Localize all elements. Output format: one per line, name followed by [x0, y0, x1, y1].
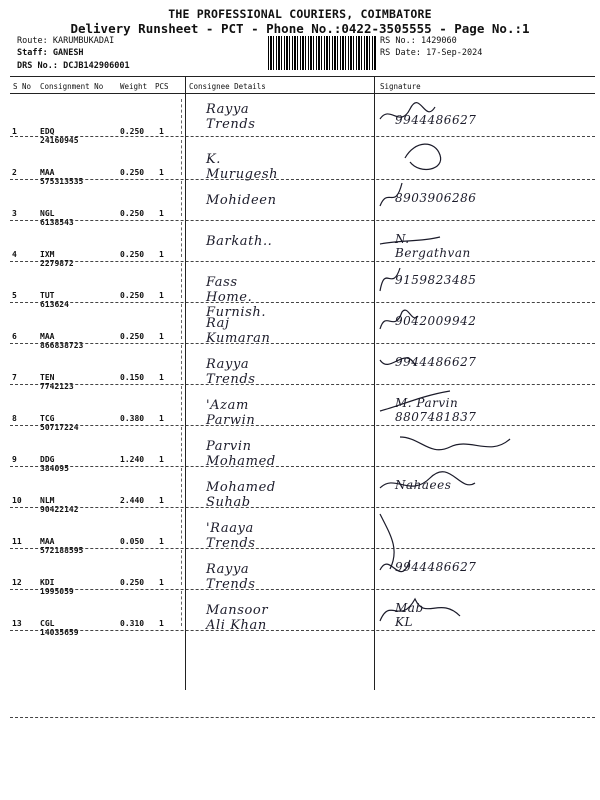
- row-consignment: TEN 7742123: [40, 373, 74, 391]
- staff-label: Staff:: [17, 48, 48, 58]
- row-consignee: 'Raaya Trends: [206, 521, 256, 551]
- pcs-divider: [181, 386, 182, 421]
- row-signature: 8903906286: [395, 191, 477, 205]
- signature-scribble: [380, 509, 500, 549]
- signature-scribble: [380, 99, 500, 139]
- row-separator: [10, 507, 595, 508]
- row-signature: Nahaees: [395, 478, 452, 492]
- col-consignee: Consignee Details: [189, 82, 266, 91]
- row-pcs: 1: [159, 619, 164, 628]
- row-weight: 0.380: [120, 414, 145, 423]
- route-line: [17, 36, 114, 46]
- row-weight: 0.250: [120, 291, 145, 300]
- row-separator: [10, 630, 595, 631]
- signature-divider: [374, 76, 375, 690]
- row-weight: 0.250: [120, 250, 145, 259]
- row-sno: 4: [12, 250, 17, 259]
- row-pcs: 1: [159, 127, 164, 136]
- row-weight: 0.250: [120, 578, 145, 587]
- drs-line: [17, 61, 130, 71]
- col-sno: S No: [13, 82, 32, 91]
- signature-scribble: [380, 263, 500, 303]
- rs-no-value: 1429060: [420, 36, 457, 46]
- row-signature: N. Bergathvan: [395, 232, 471, 260]
- barcode-image: [268, 36, 376, 70]
- pcs-divider: [181, 263, 182, 298]
- pcs-divider: [181, 345, 182, 380]
- row-weight: 0.250: [120, 332, 145, 341]
- row-consignee: Rayya Trends: [206, 562, 256, 592]
- signature-scribble: [380, 222, 500, 262]
- company-title: THE PROFESSIONAL COURIERS, COIMBATORE: [168, 7, 432, 21]
- pcs-divider: [181, 222, 182, 257]
- row-pcs: 1: [159, 414, 164, 423]
- pcs-divider: [181, 181, 182, 216]
- row-pcs: 1: [159, 250, 164, 259]
- row-consignment: NLM 90422142: [40, 496, 79, 514]
- row-consignment: TUT 613624: [40, 291, 69, 309]
- row-weight: 0.250: [120, 127, 145, 136]
- row-consignment: MAA 575313535: [40, 168, 84, 186]
- row-consignment: MAA 572188595: [40, 537, 84, 555]
- row-weight: 0.050: [120, 537, 145, 546]
- row-pcs: 1: [159, 373, 164, 382]
- row-sno: 10: [12, 496, 22, 505]
- row-weight: 2.440: [120, 496, 145, 505]
- row-consignment: TCG 50717224: [40, 414, 79, 432]
- row-signature: 9944486627: [395, 113, 477, 127]
- col-pcs: PCS: [155, 82, 169, 91]
- row-separator: [10, 548, 595, 549]
- row-signature: 9944486627: [395, 355, 477, 369]
- row-signature: 9159823485: [395, 273, 477, 287]
- row-pcs: 1: [159, 168, 164, 177]
- row-consignment: EDQ 24160945: [40, 127, 79, 145]
- row-weight: 0.310: [120, 619, 145, 628]
- row-sno: 11: [12, 537, 22, 546]
- row-consignment: DDG 384095: [40, 455, 69, 473]
- row-weight: 0.250: [120, 209, 145, 218]
- row-pcs: 1: [159, 578, 164, 587]
- row-consignment: IXM 2279872: [40, 250, 74, 268]
- row-sno: 7: [12, 373, 17, 382]
- row-separator: [10, 384, 595, 385]
- row-sno: 9: [12, 455, 17, 464]
- route-value: KARUMBUKADAI: [52, 36, 115, 46]
- row-consignee: Mansoor Ali Khan: [206, 603, 269, 633]
- col-consignment: Consignment No: [40, 82, 104, 91]
- header-bottom-rule: [10, 93, 595, 94]
- pcs-divider: [181, 304, 182, 339]
- bottom-rule: [10, 717, 595, 718]
- row-sno: 13: [12, 619, 22, 628]
- row-sno: 3: [12, 209, 17, 218]
- signature-scribble: [380, 468, 500, 508]
- row-consignee: Mohamed Suhab: [206, 480, 276, 510]
- row-sno: 2: [12, 168, 17, 177]
- rs-date-line: [380, 48, 482, 58]
- row-pcs: 1: [159, 455, 164, 464]
- row-consignee: 'Azam Parwin: [206, 398, 256, 428]
- pcs-divider: [181, 468, 182, 503]
- consignee-divider: [185, 76, 186, 690]
- row-consignee: Rayya Trends: [206, 357, 256, 387]
- row-consignment: NGL 6138543: [40, 209, 74, 227]
- row-separator: [10, 343, 595, 344]
- signature-scribble: [380, 550, 500, 590]
- row-separator: [10, 425, 595, 426]
- col-weight: Weight: [120, 82, 148, 91]
- signature-scribble: [380, 591, 500, 631]
- row-pcs: 1: [159, 537, 164, 546]
- row-pcs: 1: [159, 209, 164, 218]
- row-consignee: Barkath..: [206, 234, 273, 249]
- rs-no-line: [380, 36, 457, 46]
- row-consignment: KDI 1995059: [40, 578, 74, 596]
- row-consignee: Parvin Mohamed: [206, 439, 276, 469]
- row-sno: 8: [12, 414, 17, 423]
- runsheet-title: Delivery Runsheet - PCT - Phone No.:0422-3505555 - Page No.:1: [70, 21, 530, 36]
- row-sno: 12: [12, 578, 22, 587]
- row-pcs: 1: [159, 291, 164, 300]
- row-consignee: Raj Kumaran: [206, 316, 271, 346]
- staff-value: GANESH: [52, 48, 84, 58]
- row-signature: Mab KL: [395, 601, 424, 629]
- rs-date-value: 17-Sep-2024: [426, 48, 483, 58]
- pcs-divider: [181, 99, 182, 134]
- row-signature: 9042009942: [395, 314, 477, 328]
- signature-scribble: [400, 427, 520, 467]
- row-sno: 6: [12, 332, 17, 341]
- row-pcs: 1: [159, 496, 164, 505]
- row-pcs: 1: [159, 332, 164, 341]
- row-signature: 9944486627: [395, 560, 477, 574]
- row-weight: 0.250: [120, 168, 145, 177]
- pcs-divider: [181, 509, 182, 544]
- route-label: Route:: [17, 36, 48, 46]
- row-sno: 5: [12, 291, 17, 300]
- staff-line: [17, 48, 84, 58]
- row-consignee: Mohideen: [206, 193, 277, 208]
- row-weight: 1.240: [120, 455, 145, 464]
- row-separator: [10, 589, 595, 590]
- row-sno: 1: [12, 127, 17, 136]
- row-separator: [10, 261, 595, 262]
- pcs-divider: [181, 427, 182, 462]
- pcs-divider: [181, 140, 182, 175]
- row-consignment: MAA 866838723: [40, 332, 84, 350]
- pcs-divider: [181, 591, 182, 626]
- row-consignee: Rayya Trends: [206, 102, 256, 132]
- row-signature: M. Parvin 8807481837: [395, 396, 477, 424]
- rs-date-label: RS Date:: [380, 48, 421, 58]
- signature-scribble: [380, 345, 500, 385]
- col-signature: Signature: [380, 82, 421, 91]
- row-weight: 0.150: [120, 373, 145, 382]
- signature-scribble: [380, 386, 500, 426]
- rs-no-label: RS No.:: [380, 36, 416, 46]
- pcs-divider: [181, 550, 182, 585]
- row-consignment: CGL 14035659: [40, 619, 79, 637]
- row-separator: [10, 302, 595, 303]
- row-separator: [10, 136, 595, 137]
- signature-scribble: [380, 304, 500, 344]
- signature-scribble: [400, 140, 520, 180]
- drs-label: DRS No.:: [17, 61, 58, 71]
- row-consignee: Fass Home. Furnish.: [206, 275, 267, 320]
- header-top-rule: [10, 76, 595, 77]
- drs-value: DCJB142906001: [63, 61, 130, 71]
- row-separator: [10, 220, 595, 221]
- signature-scribble: [380, 181, 500, 221]
- row-consignee: K. Murugesh: [206, 152, 279, 182]
